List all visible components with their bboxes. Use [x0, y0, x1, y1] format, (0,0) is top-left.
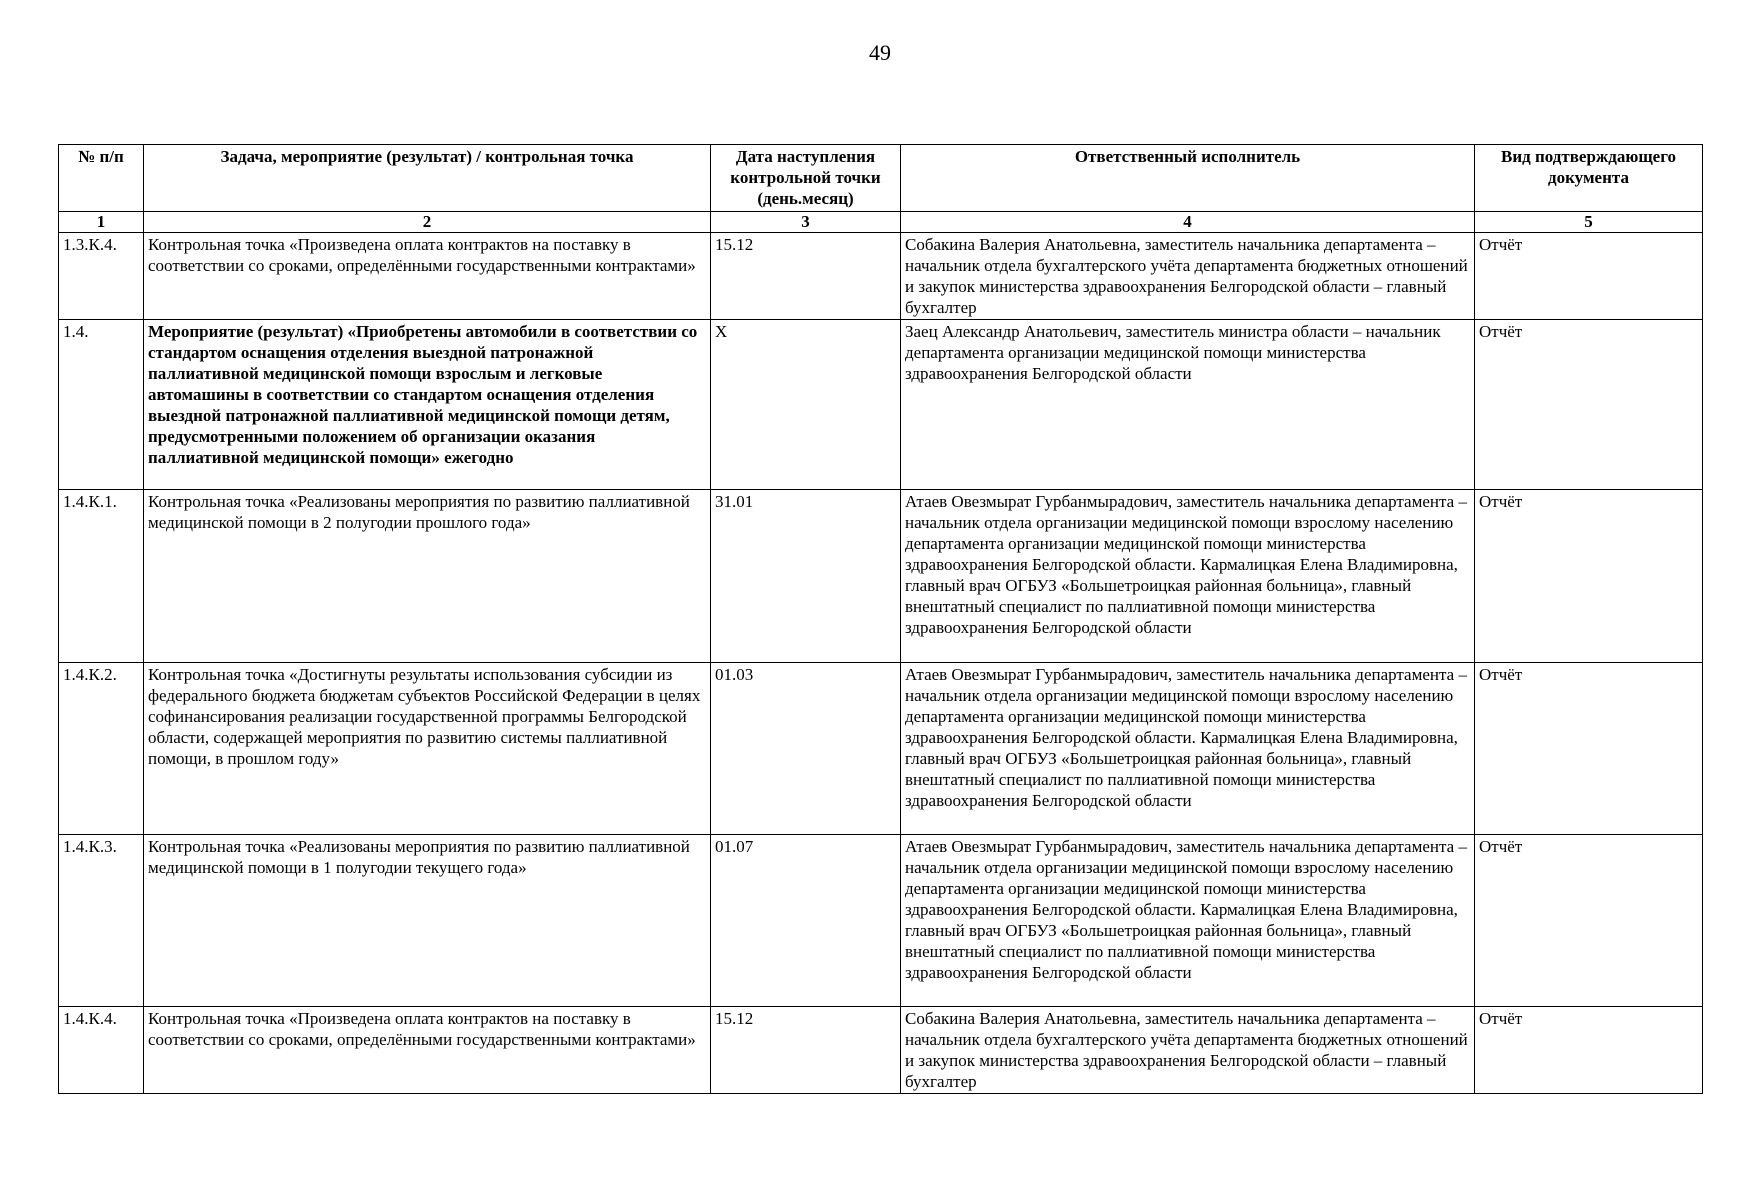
header-executor: Ответственный исполнитель	[901, 145, 1475, 212]
table-row	[59, 835, 1703, 1007]
row-executor-cell: Атаев Овезмырат Гурбанмырадович, заместитель начальника департамента – начальник отдела организации медицинской помощи взрослому населению департамента организации медицинской помощи министерства здравоохранения Белгородской области. Кармалицкая Елена Владимировна, главный врач ОГБУЗ «Большетроицкая районная больница», главный внештатный специалист по паллиативной помощи министерства здравоохранения Белгородской области	[901, 490, 1475, 663]
row-executor-cell: Заец Александр Анатольевич, заместитель министра области – начальник департамента организации медицинской помощи министерства здравоохранения Белгородской области	[901, 320, 1475, 490]
row-executor-cell: Собакина Валерия Анатольевна, заместитель начальника департамента – начальник отдела бухгалтерского учёта департамента бюджетных отношений и закупок министерства здравоохранения Белгородской области – главный бухгалтер	[901, 1007, 1475, 1094]
row-executor-cell: Атаев Овезмырат Гурбанмырадович, заместитель начальника департамента – начальник отдела организации медицинской помощи взрослому населению департамента организации медицинской помощи министерства здравоохранения Белгородской области. Кармалицкая Елена Владимировна, главный врач ОГБУЗ «Большетроицкая районная больница», главный внештатный специалист по паллиативной помощи министерства здравоохранения Белгородской области	[901, 663, 1475, 835]
column-number-row	[59, 212, 1703, 233]
row-date-cell: 31.01	[711, 490, 901, 663]
row-document-cell: Отчёт	[1475, 490, 1703, 663]
column-number: 3	[711, 212, 901, 233]
header-date: Дата наступления контрольной точки (день.месяц)	[711, 145, 901, 212]
row-task-cell: Мероприятие (результат) «Приобретены автомобили в соответствии со стандартом оснащения отделения выездной патронажной паллиативной медицинской помощи взрослым и легковые автомашины в соответствии со стандартом оснащения отделения выездной патронажной паллиативной медицинской помощи детям, предусмотренными положением об организации оказания паллиативной медицинской помощи» ежегодно	[144, 320, 711, 490]
page-number: 49	[869, 40, 891, 65]
row-document-cell: Отчёт	[1475, 320, 1703, 490]
header-num: № п/п	[59, 145, 144, 212]
row-date-cell: 01.03	[711, 663, 901, 835]
table-row	[59, 490, 1703, 663]
row-date-cell: 15.12	[711, 233, 901, 320]
table-row	[59, 233, 1703, 320]
row-task-cell: Контрольная точка «Достигнуты результаты использования субсидии из федерального бюджета бюджетам субъектов Российской Федерации в целях софинансирования реализации государственной программы Белгородской области, содержащей мероприятия по развитию системы паллиативной помощи, в прошлом году»	[144, 663, 711, 835]
row-task-cell: Контрольная точка «Реализованы мероприятия по развитию паллиативной медицинской помощи в 2 полугодии прошлого года»	[144, 490, 711, 663]
column-number: 1	[59, 212, 144, 233]
column-number: 4	[901, 212, 1475, 233]
header-task: Задача, мероприятие (результат) / контрольная точка	[144, 145, 711, 212]
row-number-cell: 1.4.	[59, 320, 144, 490]
column-number: 5	[1475, 212, 1703, 233]
row-executor-cell: Атаев Овезмырат Гурбанмырадович, заместитель начальника департамента – начальник отдела организации медицинской помощи взрослому населению департамента организации медицинской помощи министерства здравоохранения Белгородской области. Кармалицкая Елена Владимировна, главный врач ОГБУЗ «Большетроицкая районная больница», главный внештатный специалист по паллиативной помощи министерства здравоохранения Белгородской области	[901, 835, 1475, 1007]
header-doc: Вид подтверждающего документа	[1475, 145, 1703, 212]
table-row	[59, 320, 1703, 490]
row-date-cell: 01.07	[711, 835, 901, 1007]
row-document-cell: Отчёт	[1475, 835, 1703, 1007]
table-row	[59, 663, 1703, 835]
row-task-cell: Контрольная точка «Произведена оплата контрактов на поставку в соответствии со сроками, определёнными государственными контрактами»	[144, 1007, 711, 1094]
row-date-cell: 15.12	[711, 1007, 901, 1094]
row-number-cell: 1.4.К.3.	[59, 835, 144, 1007]
row-document-cell: Отчёт	[1475, 1007, 1703, 1094]
row-number-cell: 1.4.К.4.	[59, 1007, 144, 1094]
row-executor-cell: Собакина Валерия Анатольевна, заместитель начальника департамента – начальник отдела бухгалтерского учёта департамента бюджетных отношений и закупок министерства здравоохранения Белгородской области – главный бухгалтер	[901, 233, 1475, 320]
row-document-cell: Отчёт	[1475, 233, 1703, 320]
plan-table	[58, 144, 1703, 1094]
table-header-row	[59, 145, 1703, 212]
table-row	[59, 1007, 1703, 1094]
row-task-cell: Контрольная точка «Произведена оплата контрактов на поставку в соответствии со сроками, определёнными государственными контрактами»	[144, 233, 711, 320]
row-number-cell: 1.4.К.2.	[59, 663, 144, 835]
row-number-cell: 1.4.К.1.	[59, 490, 144, 663]
row-date-cell: Х	[711, 320, 901, 490]
row-number-cell: 1.3.К.4.	[59, 233, 144, 320]
row-document-cell: Отчёт	[1475, 663, 1703, 835]
table-body	[59, 233, 1703, 1094]
row-task-cell: Контрольная точка «Реализованы мероприятия по развитию паллиативной медицинской помощи в 1 полугодии текущего года»	[144, 835, 711, 1007]
column-number: 2	[144, 212, 711, 233]
